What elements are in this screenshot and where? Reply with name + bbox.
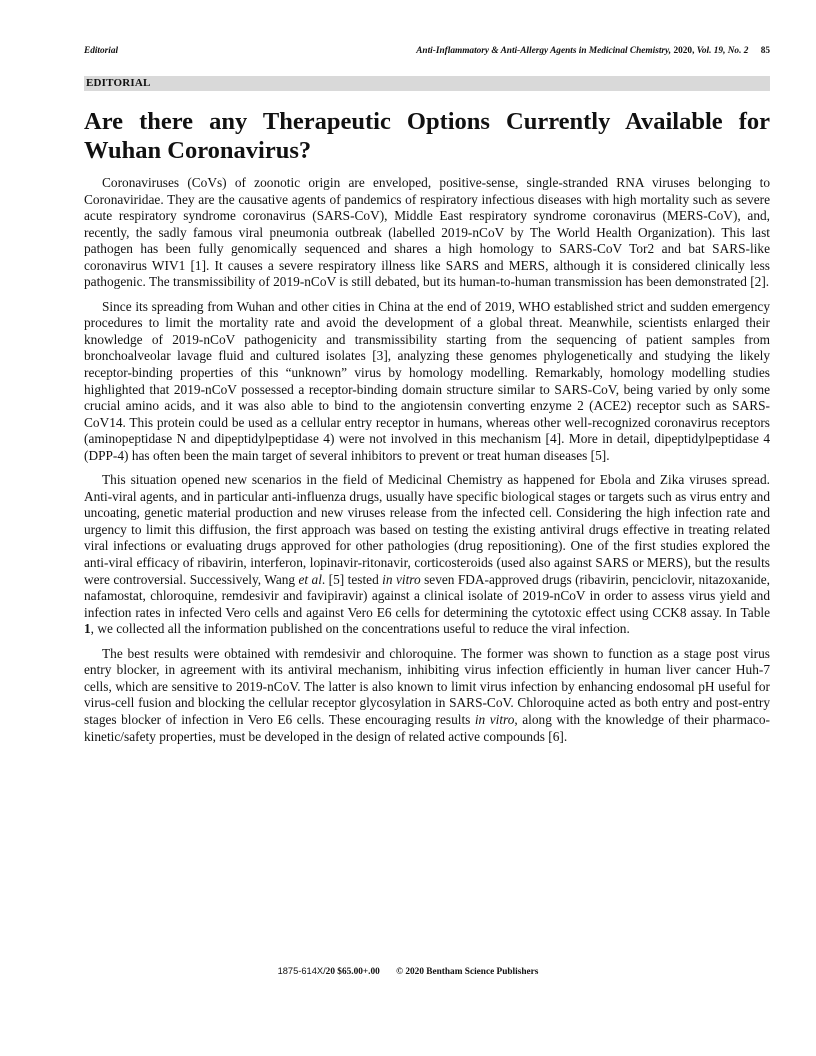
running-head (84, 46, 770, 60)
section-bar: EDITORIAL (84, 76, 770, 91)
journal-year: 2020, (673, 46, 695, 56)
journal-name: Anti-Inflammatory & Anti-Allergy Agents in Medicinal Chemistry, (416, 46, 672, 56)
article-price: 20 $65.00+.00 (325, 967, 380, 977)
table-reference: 1 (84, 621, 91, 637)
in-vitro-italic: in vitro (474, 711, 515, 727)
article-title: Are there any Therapeutic Options Currently Available for Wuhan Coronavirus? (84, 108, 770, 164)
issn-code: 1875-614X/ (277, 966, 326, 976)
article-body (84, 175, 770, 753)
section-label: Editorial (84, 46, 119, 56)
journal-citation (416, 46, 770, 56)
paragraph-1: Coronaviruses (CoVs) of zoonotic origin are enveloped, positive-sense, single-stranded RNA viruses belonging to Coronaviridae. They are the causative agents of pandemics of respiratory infectious diseases with high mortality such as severe acute respiratory syndrome coronavirus (SARS-CoV), Middle East respiratory syndrome coronavirus (MERS-CoV), and, recently, the sadly famous viral pneumonia outbreak (labelled 2019-nCoV by The World Health Organization). This last pathogen has been fully genomically sequenced and shares a high homology to SARS-CoV Tor2 and bat SARS-like coronavirus WIV1 [1]. It causes a severe respiratory illness like SARS and MERS, although it is considered clinically less pathogenic. The transmissibility of 2019-nCoV is still debated, but its human-to-human transmission has been demonstrated [2]. (84, 175, 770, 290)
paragraph-4: The best results were obtained with remdesivir and chloroquine. The former was shown to function as a stage post virus entry blocker, in agreement with its antiviral mechanism, inhibiting virus infection efficiently in human liver cancer Huh-7 cells, which are sensitive to 2019-nCoV. The latter is also known to limit virus infection by enhancing endosomal pH useful for virus-cell fusion and blocking the cellular receptor glycosylation in SARS-CoV. Chloroquine acted as both entry and post-entry stages blocker of infection in Vero E6 cells. These encouraging results in vitro, along with the knowledge of their pharmacokinetic/safety properties, must be developed in the design of related active compounds [6]. (84, 645, 770, 744)
paragraph-2: Since its spreading from Wuhan and other cities in China at the end of 2019, WHO established strict and sudden emergency procedures to limit the mortality rate and avoid the development of a global threat. Meanwhile, scientists enlarged their knowledge of 2019-nCoV pathogenicity and transmissibility starting from the sequencing of patient samples from bronchoalveolar lavage fluid and cultured isolates [3], analyzing these genomes phylogenetically and studying the likely receptor-binding properties of this “unknown” virus by homology modelling. Remarkably, homology modelling studies highlighted that 2019-nCoV possessed a receptor-binding domain structure similar to SARS-CoV, being varied by only some crucial amino acids, and it was also able to bind to the angiotensin converting enzyme 2 (ACE2) receptor such as SARS-CoV14. This protein could be used as a cellular entry receptor in humans, whereas other well-recognized coronavirus receptors (aminopeptidase N and dipeptidylpeptidase 4) were not involved in this mechanism [4]. More in detail, dipeptidylpeptidase 4 (DPP-4) has often been the main target of several inhibitors to prevent or treat human diseases [5]. (84, 298, 770, 463)
page-footer (0, 966, 816, 977)
journal-volume: Vol. 19, No. 2 (696, 46, 749, 56)
copyright: © 2020 Bentham Science Publishers (396, 967, 539, 977)
paragraph-3: This situation opened new scenarios in the field of Medicinal Chemistry as happened for Ebola and Zika viruses spread. Anti-viral agents, and in particular anti-influenza drugs, usually have specific biological stages or targets such as virus entry and uncoating, genetic material production and new viruses release from the infected cell. Considering the high infection rate and urgency to limit this diffusion, the first approach was based on testing the existing antiviral drugs effective in treating related viral infections or evaluating drugs approved for other pathologies (drug repositioning). One of the first studies explored the anti-viral efficacy of ribavirin, interferon, lopinavir-ritonavir, corticosteroids (used also against SARS or MERS), but the results were controversial. Successively, Wang et al. [5] tested in vitro seven FDA-approved drugs (ribavirin, penciclovir, nitazoxanide, nafamostat, chloroquine, remdesivir and favipiravir) against a clinical isolate of 2019-nCoV in order to assess virus yield and infection rates in infected Vero cells and against Vero E6 cells for determining the cytotoxic effect using CCK8 assay. In Table 1, we collected all the information published on the concentrations useful to reduce the viral infection. (84, 472, 770, 637)
page-number: 85 (760, 46, 770, 56)
in-vitro-italic: in vitro (382, 571, 421, 587)
et-al-italic: et al (298, 571, 322, 587)
